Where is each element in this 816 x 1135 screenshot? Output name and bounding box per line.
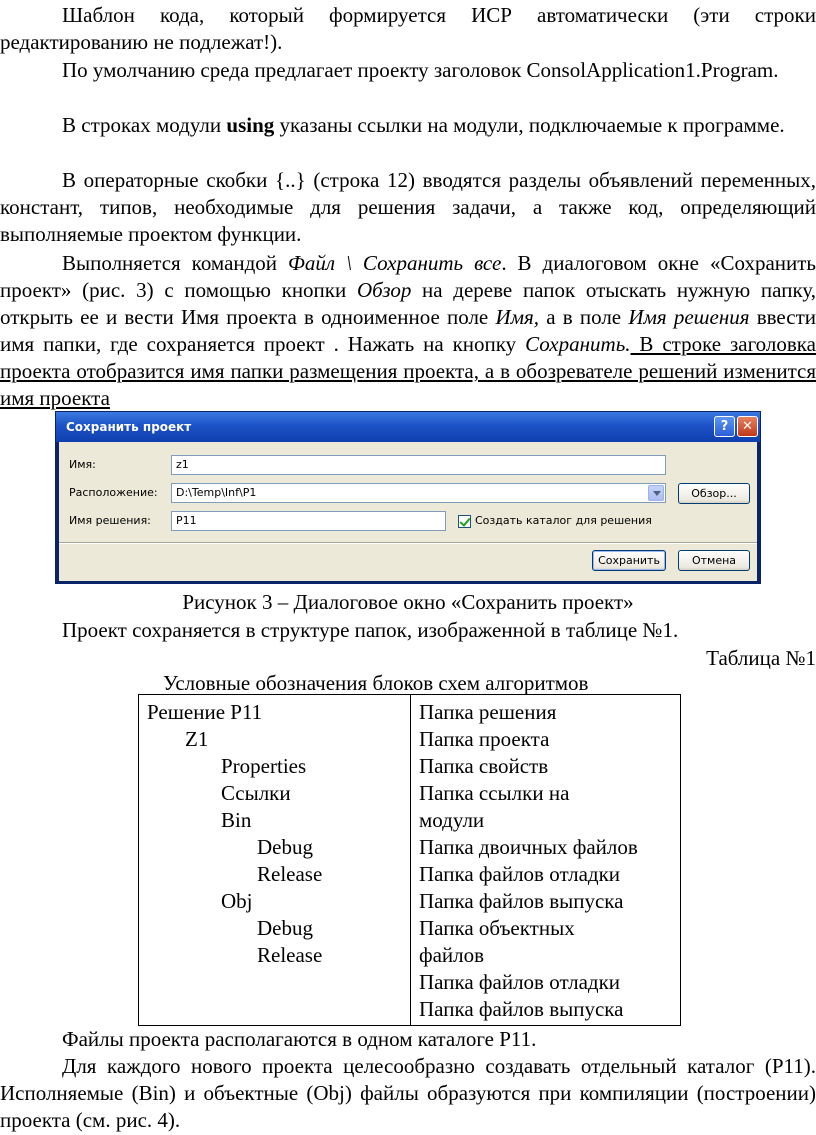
create-directory-label: Создать каталог для решения [475,514,652,527]
cancel-button[interactable]: Отмена [678,550,750,571]
folder-tree-item: Obj [221,889,253,913]
folder-tree-item: Debug [257,835,313,859]
paragraph-text: По умолчанию среда предлагает проекту заголовок ConsolApplication1.Program. [62,58,779,82]
table-row [139,695,681,1026]
name-label: Имя: [69,458,96,471]
solution-name-input[interactable]: P11 [171,511,446,531]
folder-description: файлов [419,943,485,967]
paragraph-text: на дереве папок отыскать нужную папку, открыть ее и вести Имя проекта в одноименное поле [0,278,816,329]
paragraph-files-location [0,1026,816,1053]
folder-description: Папка файлов отладки [419,862,621,886]
folder-tree-item: Решение P11 [147,700,263,724]
name-input[interactable]: z1 [171,455,666,475]
folder-description: Папка проекта [419,727,550,751]
paragraph-template-code [0,2,816,56]
paragraph-text: указаны ссылки на модули, подключаемые к программе. [274,113,785,137]
folder-tree-item: Properties [221,754,307,778]
folder-description-cell [411,695,681,1026]
paragraph-text: Файлы проекта располагаются в одном каталоге P11. [62,1027,537,1051]
chevron-down-icon[interactable] [648,485,664,501]
folder-tree-item: Debug [257,916,313,940]
folder-description: Папка свойств [419,754,549,778]
folder-description: Папка двоичных файлов [419,835,638,859]
dialog-body [59,442,757,581]
folder-tree-item: Ссылки [221,781,291,805]
folder-tree-cell [139,695,411,1026]
close-icon[interactable]: ✕ [737,416,758,437]
paragraph-text: Для каждого нового проекта целесообразно создавать отдельный каталог (P11). Исполняемые (Bin) и объектные (Obj) файлы образуются при компиляции (построении) проекта (см. рис. 4). [0,1054,816,1132]
folder-tree-item: Z1 [185,727,209,751]
folder-tree-item: Release [257,943,323,967]
help-icon[interactable]: ? [714,416,735,437]
folder-description: Папка файлов отладки [419,970,621,994]
folder-description: Папка файлов выпуска [419,997,624,1021]
paragraph-text: . В диалоговом окне «Сохранить проект» (рис. 3) с помощью кнопки [0,251,816,302]
paragraph-folder-structure [0,617,816,644]
folder-description: Папка файлов выпуска [419,889,624,913]
create-directory-checkbox[interactable] [458,515,471,528]
table-number: Таблица №1 [706,646,816,670]
location-value: D:\Temp\Inf\P1 [176,486,257,499]
figure-caption: Рисунок 3 – Диалоговое окно «Сохранить проект» [182,590,634,614]
paragraph-text: а в поле [539,305,629,329]
dialog-title: Сохранить проект [56,412,760,442]
paragraph-default-header [0,57,816,84]
solution-name-label: Имя решения: [69,514,151,527]
table-title: Условные обозначения блоков схем алгоритмов [163,671,589,695]
paragraph-text: В операторные скобки {..} (строка 12) вводятся разделы объявлений переменных, констант, типов, необходимые для решения задачи, а также код, определяющий выполняемые проектом функции. [0,168,816,246]
paragraph-text: В строке заголовка проекта отобразится имя папки размещения проекта, а в обозревателе решений изменится имя проекта [0,332,816,410]
save-button[interactable]: Сохранить [592,550,666,571]
paragraph-text: Шаблон кода, который формируется ИСР автоматически (эти строки редактированию не подлежат!). [0,3,816,54]
menu-path-italic: Файл \ Сохранить все [288,251,502,275]
paragraph-text: Проект сохраняется в структуре папок, изображенной в таблице №1. [62,618,679,642]
browse-italic: Обзор [356,278,412,302]
folder-description: Папка объектных [419,916,575,940]
solution-name-italic: Имя решения [628,305,750,329]
folder-description: Папка решения [419,700,557,724]
save-italic: Сохранить. [525,332,631,356]
folder-tree-item: Release [257,862,323,886]
folder-description: Папка ссылки на [419,781,570,805]
keyword-using: using [226,113,275,137]
paragraph-text: ввести имя папки, где сохраняется проект . Нажать на кнопку [0,305,816,356]
paragraph-text: В строках модули [62,113,227,137]
folder-tree-item: Bin [221,808,252,832]
location-combo[interactable] [171,483,666,503]
paragraph-new-project [0,1053,816,1134]
location-label: Расположение: [69,486,158,499]
paragraph-using [0,112,816,139]
save-project-dialog [55,411,761,584]
paragraph-save-instructions [0,250,816,412]
divider [59,542,757,544]
folder-structure-table [138,694,681,1026]
browse-button[interactable]: Обзор... [678,483,750,504]
paragraph-braces [0,167,816,248]
folder-description: модули [419,808,485,832]
paragraph-text: Выполняется командой [62,251,289,275]
name-italic: Имя, [495,305,540,329]
